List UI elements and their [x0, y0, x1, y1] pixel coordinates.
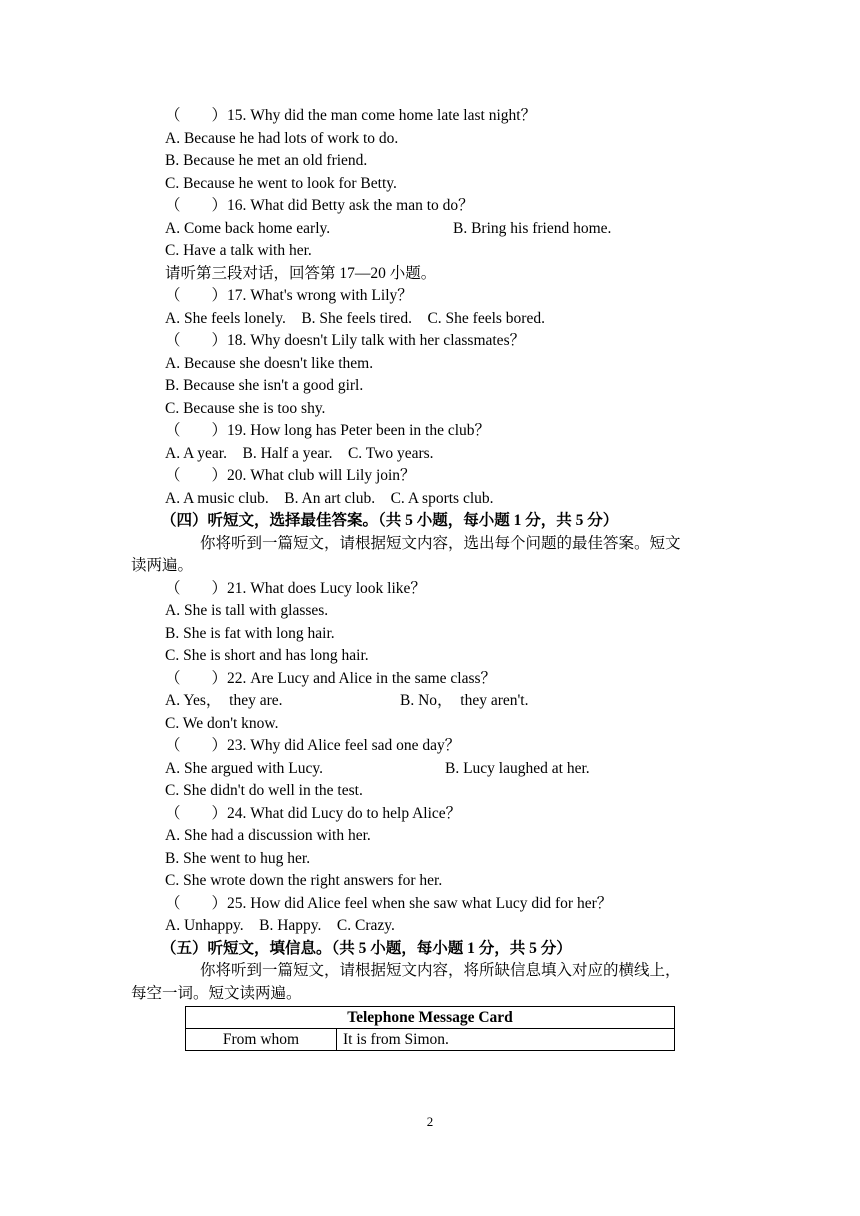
section-5-instruction: 你将听到一篇短文，请根据短文内容，将所缺信息填入对应的横线上，	[200, 962, 681, 979]
section-4-instruction-cont: 读两遍。	[131, 557, 194, 574]
option-16a: A. Come back home early.	[165, 220, 331, 237]
row-label-from-whom: From whom	[186, 1029, 337, 1051]
option-22a: A. Yes， they are.	[165, 692, 283, 709]
option-16b: B. Bring his friend home.	[453, 220, 612, 237]
question-16: （ ）16. What did Betty ask the man to do？	[165, 197, 474, 214]
section-5-heading: （五）听短文，填信息。（共 5 小题，每小题 1 分，共 5 分）	[161, 940, 572, 957]
options-17: A. She feels lonely. B. She feels tired. C. She feels bored.	[165, 310, 545, 327]
section-instruction-17-20: 请听第三段对话，回答第 17—20 小题。	[165, 265, 437, 282]
options-19: A. A year. B. Half a year. C. Two years.	[165, 445, 434, 462]
option-18b: B. Because she isn't a good girl.	[165, 377, 364, 394]
question-17: （ ）17. What's wrong with Lily？	[165, 287, 413, 304]
option-21c: C. She is short and has long hair.	[165, 647, 369, 664]
question-19: （ ）19. How long has Peter been in the club？	[165, 422, 491, 439]
option-24b: B. She went to hug her.	[165, 850, 311, 867]
section-5-instruction-cont: 每空一词。短文读两遍。	[131, 985, 302, 1002]
option-22c: C. We don't know.	[165, 715, 279, 732]
section-4-heading: （四）听短文，选择最佳答案。（共 5 小题，每小题 1 分，共 5 分）	[161, 512, 619, 529]
telephone-message-card	[185, 1006, 675, 1051]
question-20: （ ）20. What club will Lily join？	[165, 467, 416, 484]
section-4-instruction: 你将听到一篇短文，请根据短文内容，选出每个问题的最佳答案。短文	[200, 535, 681, 552]
option-15b: B. Because he met an old friend.	[165, 152, 368, 169]
option-15c: C. Because he went to look for Betty.	[165, 175, 397, 192]
option-23b: B. Lucy laughed at her.	[445, 760, 590, 777]
option-18a: A. Because she doesn't like them.	[165, 355, 374, 372]
question-22: （ ）22. Are Lucy and Alice in the same class？	[165, 670, 497, 687]
question-15: （ ）15. Why did the man come home late last night？	[165, 107, 537, 124]
option-21a: A. She is tall with glasses.	[165, 602, 329, 619]
question-23: （ ）23. Why did Alice feel sad one day？	[165, 737, 461, 754]
options-20: A. A music club. B. An art club. C. A sports club.	[165, 490, 494, 507]
options-25: A. Unhappy. B. Happy. C. Crazy.	[165, 917, 395, 934]
option-23a: A. She argued with Lucy.	[165, 760, 323, 777]
option-16c: C. Have a talk with her.	[165, 242, 312, 259]
option-18c: C. Because she is too shy.	[165, 400, 326, 417]
option-15a: A. Because he had lots of work to do.	[165, 130, 399, 147]
page-number: 2	[426, 1114, 434, 1129]
option-24c: C. She wrote down the right answers for her.	[165, 872, 443, 889]
table-row	[186, 1029, 675, 1051]
option-21b: B. She is fat with long hair.	[165, 625, 335, 642]
option-23c: C. She didn't do well in the test.	[165, 782, 363, 799]
row-value-from-whom: It is from Simon.	[337, 1029, 675, 1051]
question-18: （ ）18. Why doesn't Lily talk with her classmates？	[165, 332, 526, 349]
question-24: （ ）24. What did Lucy do to help Alice？	[165, 805, 462, 822]
option-22b: B. No， they aren't.	[400, 692, 529, 709]
question-21: （ ）21. What does Lucy look like？	[165, 580, 426, 597]
option-24a: A. She had a discussion with her.	[165, 827, 371, 844]
question-25: （ ）25. How did Alice feel when she saw what Lucy did for her？	[165, 895, 613, 912]
card-title: Telephone Message Card	[186, 1007, 675, 1029]
